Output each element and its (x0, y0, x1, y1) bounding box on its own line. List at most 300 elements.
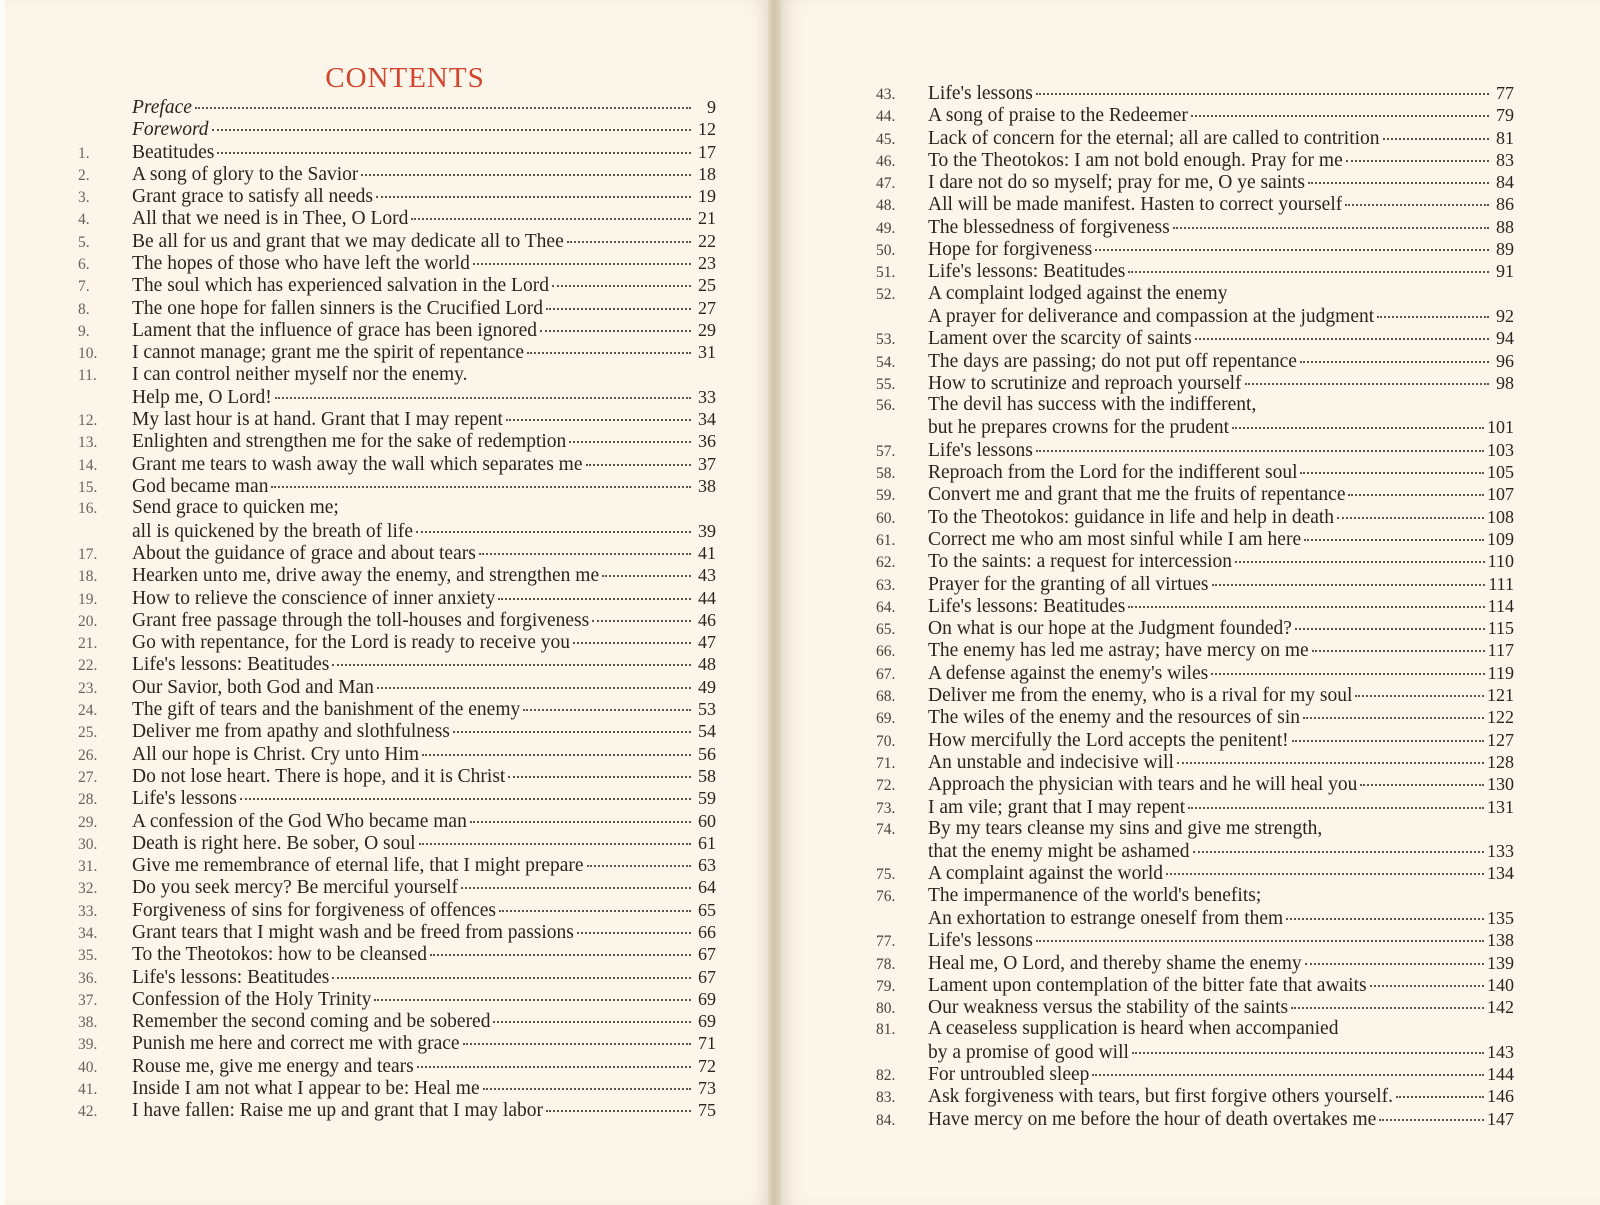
dot-leader (479, 553, 691, 555)
toc-entry (78, 921, 716, 943)
entry-number: 65. (876, 621, 896, 639)
entry-title: To the saints: a request for intercession (928, 551, 1233, 573)
entry-number: 1. (78, 144, 90, 162)
entry-number: 14. (78, 456, 98, 474)
entry-number: 42. (78, 1103, 98, 1121)
toc-entry (78, 743, 716, 765)
entry-title: Be all for us and grant that we may dedicate all to Thee (132, 230, 564, 252)
toc-entry (876, 573, 1514, 595)
dot-leader (1291, 1007, 1484, 1009)
entry-page-number: 109 (1487, 528, 1514, 549)
entry-title: I am vile; grant that I may repent (928, 796, 1186, 818)
entry-page-number: 61 (698, 832, 716, 853)
entry-title: A defense against the enemy's wiles (928, 662, 1209, 684)
entry-title: Approach the physician with tears and he will heal you (928, 774, 1358, 796)
toc-entry (876, 372, 1514, 394)
entry-page-number: 147 (1487, 1108, 1514, 1129)
dot-leader (1370, 985, 1484, 987)
entry-title: Do you seek mercy? Be merciful yourself (132, 877, 458, 899)
entry-page-number: 72 (698, 1055, 716, 1076)
toc-entry (876, 127, 1514, 149)
entry-number: 19. (78, 590, 98, 608)
entry-page-number: 142 (1487, 997, 1514, 1018)
toc-entry (78, 765, 716, 787)
entry-title: A complaint against the world (928, 863, 1164, 885)
toc-entry (78, 1077, 716, 1099)
entry-title: Our weakness versus the stability of the saints (928, 997, 1289, 1019)
entry-page-number: 19 (698, 186, 716, 207)
entry-title: Deliver me from apathy and slothfulness (132, 721, 450, 743)
dot-leader (453, 731, 691, 733)
entry-number: 84. (876, 1111, 896, 1129)
toc-entry (876, 639, 1514, 661)
entry-page-number: 128 (1487, 751, 1514, 772)
entry-number: 81. (876, 1021, 896, 1039)
dot-leader (527, 352, 691, 354)
entry-number: 22. (78, 657, 98, 675)
entry-page-number: 25 (698, 275, 716, 296)
entry-title: Ask forgiveness with tears, but first forgive others yourself. (928, 1086, 1394, 1108)
toc-entry (78, 698, 716, 720)
dot-leader (275, 397, 691, 399)
toc-entry (876, 260, 1514, 282)
entry-page-number: 92 (1496, 305, 1514, 326)
toc-entry (876, 1063, 1514, 1085)
dot-leader (332, 977, 691, 979)
dot-leader (1346, 160, 1489, 162)
entry-title: All our hope is Christ. Cry unto Him (132, 743, 420, 765)
entry-number: 74. (876, 820, 896, 838)
entry-number: 23. (78, 679, 98, 697)
dot-leader (1036, 93, 1489, 95)
toc-entry (78, 497, 716, 519)
dot-leader (552, 285, 691, 287)
dot-leader (1286, 918, 1484, 920)
entry-title: The one hope for fallen sinners is the Crucified Lord (132, 297, 543, 319)
dot-leader (1128, 606, 1484, 608)
entry-number: 2. (78, 166, 90, 184)
dot-leader (506, 419, 691, 421)
entry-page-number: 91 (1496, 261, 1514, 282)
entry-page-number: 83 (1496, 149, 1514, 170)
entry-number: 45. (876, 130, 896, 148)
entry-number: 8. (78, 300, 90, 318)
entry-title: Lament that the influence of grace has been ignored (132, 319, 537, 341)
entry-page-number: 37 (698, 453, 716, 474)
entry-title: The impermanence of the world's benefits; (928, 884, 1262, 906)
entry-title: For untroubled sleep (928, 1064, 1090, 1086)
dot-leader (1292, 740, 1484, 742)
dot-leader (1212, 584, 1486, 586)
entry-number: 51. (876, 264, 896, 282)
toc-entry (876, 751, 1514, 773)
entry-page-number: 75 (698, 1100, 716, 1121)
entry-number: 60. (876, 509, 896, 527)
entry-title: Grant grace to satisfy all needs (132, 186, 373, 208)
toc-entry (78, 564, 716, 586)
toc-entry (876, 238, 1514, 260)
entry-page-number: 101 (1487, 417, 1514, 438)
dot-leader (483, 1088, 691, 1090)
entry-number: 11. (78, 366, 97, 384)
entry-number: 6. (78, 256, 90, 274)
entry-number: 58. (876, 465, 896, 483)
entry-title: The gift of tears and the banishment of the enemy (132, 699, 521, 721)
toc-entry (876, 327, 1514, 349)
entry-number: 67. (876, 665, 896, 683)
toc-entry (876, 885, 1514, 907)
toc-entry (876, 907, 1514, 929)
entry-page-number: 36 (698, 431, 716, 452)
entry-page-number: 38 (698, 476, 716, 497)
entry-title: On what is our hope at the Judgment founded? (928, 618, 1292, 640)
dot-leader (1295, 628, 1485, 630)
dot-leader (361, 174, 691, 176)
entry-title: A complaint lodged against the enemy (928, 282, 1228, 304)
toc-entry (78, 408, 716, 430)
entry-title: Deliver me from the enemy, who is a rival for my soul (928, 685, 1353, 707)
toc-entry (876, 595, 1514, 617)
entry-title: Send grace to quicken me; (132, 497, 339, 519)
dot-leader (573, 642, 691, 644)
toc-entry (78, 542, 716, 564)
entry-page-number: 81 (1496, 127, 1514, 148)
toc-entry (78, 1055, 716, 1077)
entry-title: To the Theotokos: guidance in life and help in death (928, 506, 1335, 528)
entry-number: 75. (876, 866, 896, 884)
toc-entry (876, 216, 1514, 238)
entry-number: 57. (876, 442, 896, 460)
entry-title: How to relieve the conscience of inner anxiety (132, 587, 496, 609)
entry-title: Life's lessons (928, 83, 1033, 104)
entry-page-number: 39 (698, 520, 716, 541)
toc-entry (876, 996, 1514, 1018)
dot-leader (1132, 1052, 1484, 1054)
entry-title: Grant free passage through the toll-houses and forgiveness (132, 609, 590, 631)
entry-title: Life's lessons (928, 930, 1033, 952)
toc-entry (78, 141, 716, 163)
toc-entry (78, 876, 716, 898)
entry-page-number: 139 (1487, 952, 1514, 973)
toc-entry (876, 483, 1514, 505)
entry-page-number: 127 (1487, 729, 1514, 750)
book-gutter (768, 0, 782, 1205)
dot-leader (1312, 650, 1485, 652)
entry-title: that the enemy might be ashamed (928, 841, 1190, 863)
entry-title: My last hour is at hand. Grant that I may repent (132, 409, 503, 431)
entry-title: Remember the second coming and be sobered (132, 1011, 491, 1033)
entry-title: I can control neither myself nor the enemy. (132, 363, 468, 385)
toc-entry (876, 773, 1514, 795)
entry-title: Preface (132, 97, 192, 118)
entry-number: 48. (876, 197, 896, 215)
entry-title: Life's lessons: Beatitudes (132, 966, 330, 988)
entry-title: A song of praise to the Redeemer (928, 105, 1188, 127)
entry-number: 49. (876, 219, 896, 237)
entry-page-number: 88 (1496, 216, 1514, 237)
dot-leader (1355, 695, 1484, 697)
entry-title: Life's lessons (132, 788, 237, 810)
entry-page-number: 41 (698, 542, 716, 563)
entry-page-number: 47 (698, 632, 716, 653)
entry-page-number: 144 (1487, 1064, 1514, 1085)
dot-leader (567, 241, 691, 243)
entry-title: Death is right here. Be sober, O soul (132, 832, 416, 854)
dot-leader (377, 687, 691, 689)
entry-number: 35. (78, 947, 98, 965)
dot-leader (417, 1066, 691, 1068)
toc-entry (876, 461, 1514, 483)
toc-entry (876, 1085, 1514, 1107)
entry-number: 38. (78, 1014, 98, 1032)
entry-title: Prayer for the granting of all virtues (928, 573, 1209, 595)
entry-number: 47. (876, 175, 896, 193)
toc-entry (78, 230, 716, 252)
entry-page-number: 34 (698, 409, 716, 430)
entry-number: 41. (78, 1081, 98, 1099)
toc-entry (78, 475, 716, 497)
entry-title: Foreword (132, 119, 209, 141)
dot-leader (1345, 204, 1489, 206)
dot-leader (1095, 249, 1489, 251)
dot-leader (473, 263, 691, 265)
entry-title: Lack of concern for the eternal; all are called to contrition (928, 127, 1380, 149)
toc-entry (78, 653, 716, 675)
toc-entry (78, 720, 716, 742)
entry-title: About the guidance of grace and about tears (132, 542, 476, 564)
toc-entry (876, 952, 1514, 974)
dot-leader (602, 575, 691, 577)
dot-leader (499, 910, 691, 912)
toc-entry (78, 341, 716, 363)
entry-title: An exhortation to estrange oneself from them (928, 907, 1284, 929)
dot-leader (1245, 383, 1489, 385)
dot-leader (1383, 138, 1489, 140)
entry-page-number: 133 (1487, 841, 1514, 862)
entry-title: A song of glory to the Savior (132, 163, 359, 185)
dot-leader (1128, 271, 1489, 273)
entry-title: Convert me and grant that me the fruits of repentance (928, 484, 1346, 506)
entry-page-number: 105 (1487, 462, 1514, 483)
dot-leader (1191, 115, 1489, 117)
toc-entry (876, 104, 1514, 126)
entry-page-number: 79 (1496, 105, 1514, 126)
dot-leader (1092, 1074, 1484, 1076)
entry-page-number: 67 (698, 944, 716, 965)
toc-entry (876, 684, 1514, 706)
entry-title: Reproach from the Lord for the indifferent soul (928, 462, 1298, 484)
entry-number: 62. (876, 554, 896, 572)
entry-title: by a promise of good will (928, 1041, 1129, 1063)
entry-page-number: 58 (698, 765, 716, 786)
entry-page-number: 143 (1487, 1041, 1514, 1062)
entry-title: Beatitudes (132, 141, 215, 163)
entry-number: 82. (876, 1067, 896, 1085)
entry-number: 61. (876, 531, 896, 549)
entry-page-number: 138 (1487, 930, 1514, 951)
entry-page-number: 65 (698, 899, 716, 920)
entry-page-number: 59 (698, 788, 716, 809)
entry-title: How mercifully the Lord accepts the penitent! (928, 729, 1289, 751)
dot-leader (463, 1043, 691, 1045)
toc-entry (78, 252, 716, 274)
entry-number: 54. (876, 353, 896, 371)
dot-leader (422, 754, 691, 756)
dot-leader (1337, 517, 1484, 519)
entry-page-number: 29 (698, 319, 716, 340)
toc-entry (876, 818, 1514, 840)
dot-leader (1232, 427, 1484, 429)
entry-number: 29. (78, 813, 98, 831)
toc-entry (78, 386, 716, 408)
entry-number: 27. (78, 768, 98, 786)
dot-leader (577, 932, 691, 934)
toc-entry (876, 416, 1514, 438)
entry-number: 68. (876, 688, 896, 706)
entry-title: To the Theotokos: how to be cleansed (132, 944, 428, 966)
dot-leader (1303, 717, 1484, 719)
toc-entry (78, 899, 716, 921)
dot-leader (1300, 472, 1484, 474)
toc-entry (78, 943, 716, 965)
toc-entry (78, 988, 716, 1010)
entry-number: 25. (78, 724, 98, 742)
entry-number: 31. (78, 858, 98, 876)
entry-title: How to scrutinize and reproach yourself (928, 372, 1242, 394)
entry-page-number: 27 (698, 297, 716, 318)
entry-title: By my tears cleanse my sins and give me strength, (928, 817, 1323, 839)
entry-number: 66. (876, 643, 896, 661)
toc-entry (78, 609, 716, 631)
entry-page-number: 86 (1496, 194, 1514, 215)
entry-page-number: 140 (1487, 974, 1514, 995)
dot-leader (240, 798, 691, 800)
entry-number: 36. (78, 969, 98, 987)
entry-page-number: 69 (698, 1011, 716, 1032)
entry-title: The hopes of those who have left the world (132, 253, 470, 275)
dot-leader (1036, 450, 1484, 452)
dot-leader (1305, 963, 1484, 965)
entry-number: 37. (78, 991, 98, 1009)
toc-entry (876, 305, 1514, 327)
entry-title: Life's lessons: Beatitudes (928, 261, 1126, 283)
toc-entry (78, 1032, 716, 1054)
entry-title: Life's lessons: Beatitudes (132, 654, 330, 676)
entry-number: 24. (78, 702, 98, 720)
entry-page-number: 114 (1487, 595, 1514, 616)
entry-title: Our Savior, both God and Man (132, 676, 374, 698)
dot-leader (1188, 807, 1484, 809)
entry-number: 7. (78, 278, 90, 296)
toc-entry (876, 974, 1514, 996)
dot-leader (546, 1110, 691, 1112)
entry-page-number: 67 (698, 966, 716, 987)
contents-title: CONTENTS (325, 62, 485, 94)
entry-title: Heal me, O Lord, and thereby shame the enemy (928, 952, 1302, 974)
dot-leader (430, 954, 691, 956)
entry-page-number: 9 (707, 97, 716, 117)
entry-number: 28. (78, 791, 98, 809)
entry-number: 78. (876, 955, 896, 973)
dot-leader (411, 218, 691, 220)
entry-title: Life's lessons (928, 439, 1033, 461)
entry-number: 17. (78, 545, 98, 563)
entry-number: 5. (78, 233, 90, 251)
toc-entry (78, 207, 716, 229)
toc-entry (876, 796, 1514, 818)
entry-number: 12. (78, 412, 98, 430)
entry-page-number: 31 (698, 342, 716, 363)
entry-page-number: 111 (1488, 573, 1514, 594)
entry-title: Do not lose heart. There is hope, and it is Christ (132, 765, 506, 787)
dot-leader (1396, 1096, 1484, 1098)
toc-entry (78, 118, 716, 140)
entry-page-number: 94 (1496, 328, 1514, 349)
entry-number: 72. (876, 777, 896, 795)
entry-page-number: 63 (698, 855, 716, 876)
entry-title: Confession of the Holy Trinity (132, 988, 372, 1010)
entry-page-number: 122 (1487, 707, 1514, 728)
entry-page-number: 103 (1487, 439, 1514, 460)
entry-page-number: 33 (698, 386, 716, 407)
toc-entry (876, 394, 1514, 416)
entry-title: Hope for forgiveness (928, 239, 1093, 261)
entry-page-number: 108 (1487, 506, 1514, 527)
toc-entry (78, 274, 716, 296)
entry-number: 71. (876, 754, 896, 772)
dot-leader (1377, 316, 1489, 318)
dot-leader (1379, 1119, 1484, 1121)
entry-title: Hearken unto me, drive away the enemy, and strengthen me (132, 565, 600, 587)
entry-title: I dare not do so myself; pray for me, O ye saints (928, 172, 1305, 194)
entry-title: Rouse me, give me energy and tears (132, 1055, 414, 1077)
entry-title: Life's lessons: Beatitudes (928, 595, 1126, 617)
entry-number: 53. (876, 331, 896, 349)
entry-number: 70. (876, 732, 896, 750)
entry-number: 3. (78, 189, 90, 207)
entry-page-number: 60 (698, 810, 716, 831)
entry-page-number: 146 (1487, 1086, 1514, 1107)
entry-title: Enlighten and strengthen me for the sake of redemption (132, 431, 567, 453)
entry-page-number: 22 (698, 230, 716, 251)
entry-number: 30. (78, 835, 98, 853)
entry-number: 83. (876, 1089, 896, 1107)
entry-page-number: 48 (698, 654, 716, 675)
entry-number: 15. (78, 479, 98, 497)
entry-page-number: 131 (1487, 796, 1514, 817)
entry-title: Lament upon contemplation of the bitter fate that awaits (928, 974, 1367, 996)
toc-entry (876, 550, 1514, 572)
entry-title: The days are passing; do not put off repentance (928, 350, 1297, 372)
entry-number: 10. (78, 345, 98, 363)
dot-leader (271, 486, 691, 488)
entry-page-number: 115 (1487, 618, 1514, 639)
toc-left-column (78, 96, 716, 1122)
dot-leader (569, 441, 691, 443)
entry-page-number: 17 (698, 141, 716, 162)
entry-number: 63. (876, 576, 896, 594)
entry-title: I have fallen: Raise me up and grant that I may labor (132, 1100, 543, 1122)
entry-number: 50. (876, 242, 896, 260)
entry-title: The soul which has experienced salvation in the Lord (132, 275, 549, 297)
entry-page-number: 56 (698, 743, 716, 764)
dot-leader (1166, 873, 1484, 875)
toc-entry (876, 1108, 1514, 1130)
dot-leader (546, 308, 691, 310)
entry-page-number: 98 (1496, 372, 1514, 393)
toc-entry (78, 587, 716, 609)
toc-entry (876, 439, 1514, 461)
